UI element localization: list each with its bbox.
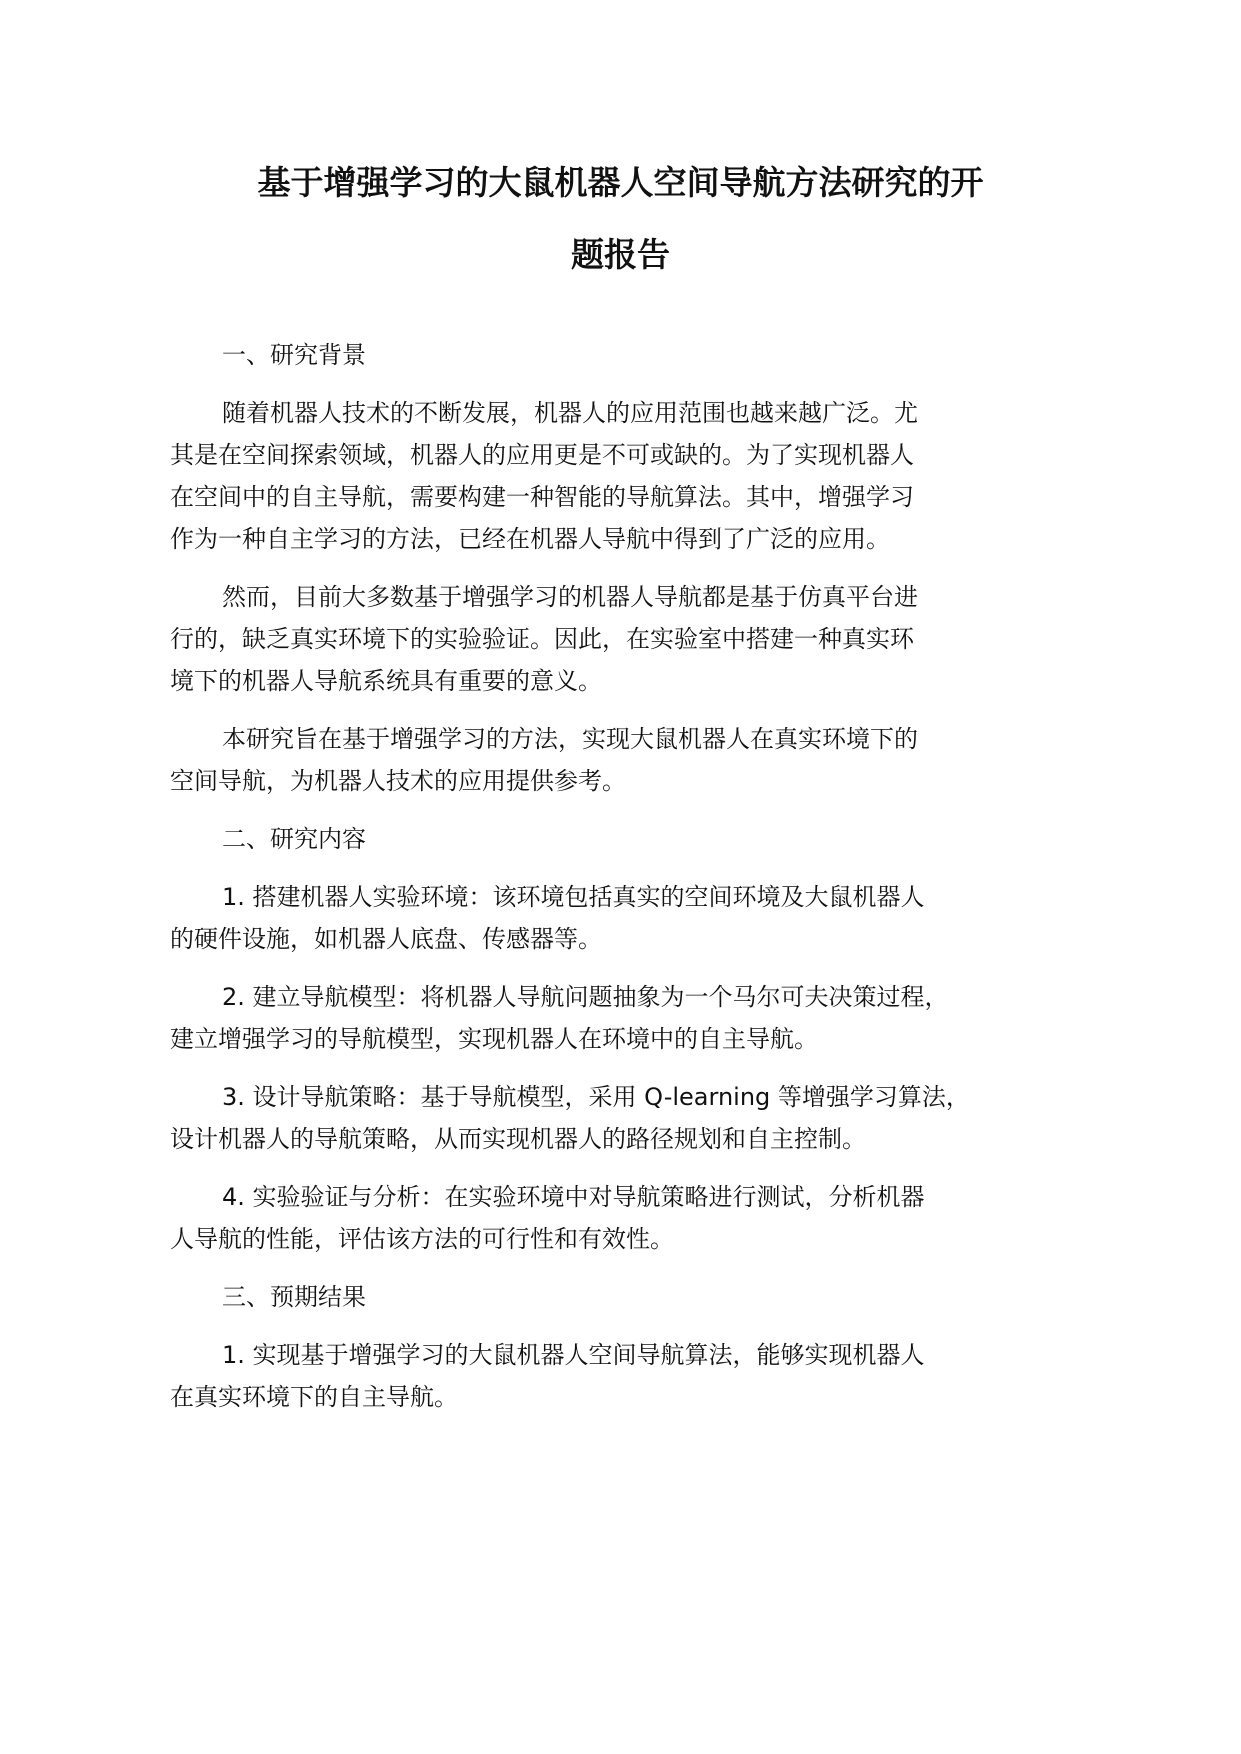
- text-line: 空间导航，为机器人技术的应用提供参考。: [170, 767, 626, 795]
- paragraph: [170, 718, 1100, 802]
- text-line: 一、研究背景: [222, 341, 366, 369]
- text-line: 然而，目前大多数基于增强学习的机器人导航都是基于仿真平台进: [222, 583, 918, 611]
- text-line: 本研究旨在基于增强学习的方法，实现大鼠机器人在真实环境下的: [222, 725, 918, 753]
- paragraph: [170, 1334, 1100, 1418]
- text-line: 境下的机器人导航系统具有重要的意义。: [170, 667, 602, 695]
- document-title: [0, 147, 1241, 291]
- text-line: 1. 搭建机器人实验环境：该环境包括真实的空间环境及大鼠机器人: [222, 883, 925, 911]
- text-line: 人导航的性能，评估该方法的可行性和有效性。: [170, 1225, 674, 1253]
- text-line: 其是在空间探索领域，机器人的应用更是不可或缺的。为了实现机器人: [170, 441, 914, 469]
- text-line: 在真实环境下的自主导航。: [170, 1383, 458, 1411]
- section-heading: [170, 1276, 1100, 1318]
- title-line-1: 基于增强学习的大鼠机器人空间导航方法研究的开: [257, 163, 984, 202]
- text-line: 2. 建立导航模型：将机器人导航问题抽象为一个马尔可夫决策过程，: [222, 983, 949, 1011]
- section-heading: [170, 334, 1100, 376]
- paragraph: [170, 576, 1100, 702]
- text-line: 二、研究内容: [222, 825, 366, 853]
- paragraph: [170, 392, 1100, 560]
- document-body: [170, 334, 1100, 1434]
- text-line: 三、预期结果: [222, 1283, 366, 1311]
- text-line: 建立增强学习的导航模型，实现机器人在环境中的自主导航。: [170, 1025, 818, 1053]
- text-line: 3. 设计导航策略：基于导航模型，采用 Q-learning 等增强学习算法，: [222, 1083, 970, 1111]
- paragraph: [170, 876, 1100, 960]
- paragraph: [170, 1076, 1100, 1160]
- title-line-2: 题报告: [571, 235, 670, 274]
- text-line: 1. 实现基于增强学习的大鼠机器人空间导航算法，能够实现机器人: [222, 1341, 925, 1369]
- text-line: 4. 实验验证与分析：在实验环境中对导航策略进行测试，分析机器: [222, 1183, 925, 1211]
- paragraph: [170, 976, 1100, 1060]
- text-line: 的硬件设施，如机器人底盘、传感器等。: [170, 925, 602, 953]
- text-line: 作为一种自主学习的方法，已经在机器人导航中得到了广泛的应用。: [170, 525, 890, 553]
- text-line: 行的，缺乏真实环境下的实验验证。因此，在实验室中搭建一种真实环: [170, 625, 914, 653]
- section-heading: [170, 818, 1100, 860]
- text-line: 随着机器人技术的不断发展，机器人的应用范围也越来越广泛。尤: [222, 399, 918, 427]
- text-line: 在空间中的自主导航，需要构建一种智能的导航算法。其中，增强学习: [170, 483, 914, 511]
- paragraph: [170, 1176, 1100, 1260]
- text-line: 设计机器人的导航策略，从而实现机器人的路径规划和自主控制。: [170, 1125, 866, 1153]
